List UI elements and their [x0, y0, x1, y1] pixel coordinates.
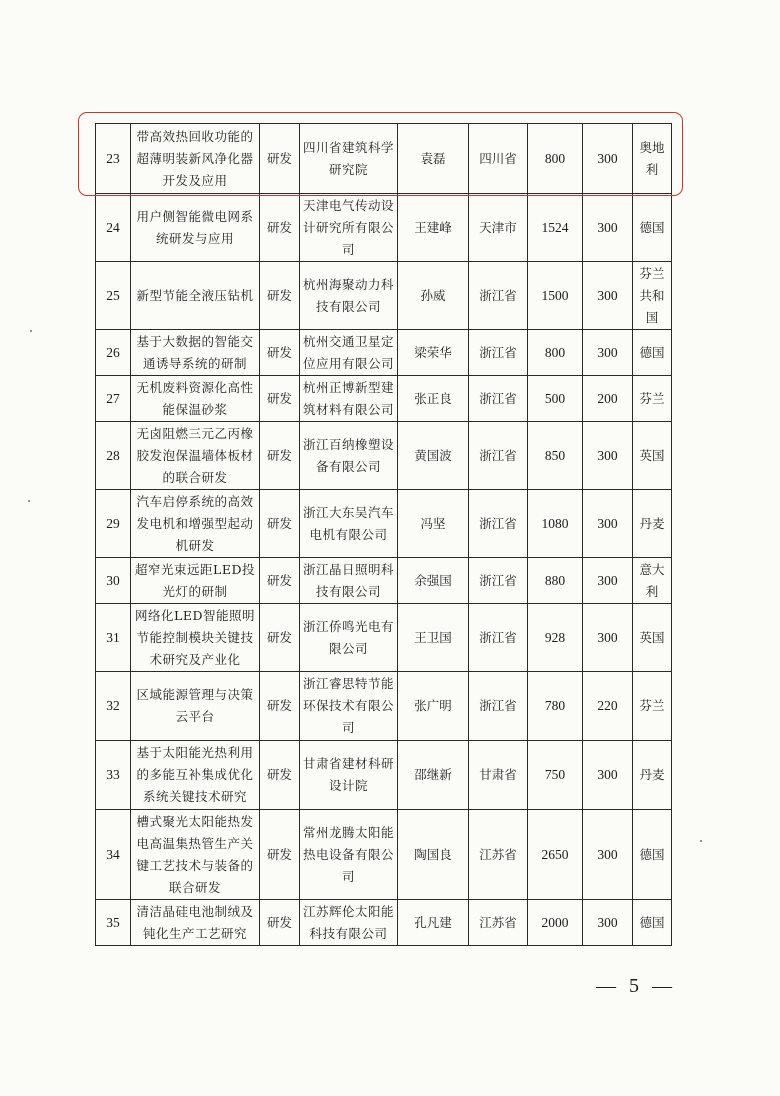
- cell-project-name: 带高效热回收功能的超薄明装新风净化器开发及应用: [131, 124, 260, 194]
- cell-institution: 四川省建筑科学研究院: [300, 124, 398, 194]
- cell-institution: 浙江睿思特节能环保技术有限公司: [300, 672, 398, 741]
- cell-institution: 甘肃省建材科研设计院: [300, 741, 398, 810]
- cell-partner-country: 英国: [633, 604, 672, 672]
- cell-partner-country: 德国: [633, 330, 672, 376]
- cell-no: 24: [96, 194, 131, 262]
- cell-project-name: 新型节能全液压钻机: [131, 262, 260, 330]
- table-row: [96, 490, 672, 558]
- cell-leader: 梁荣华: [398, 330, 469, 376]
- cell-subsidy: 300: [583, 558, 633, 604]
- cell-subsidy: 300: [583, 490, 633, 558]
- cell-type: 研发: [260, 376, 300, 422]
- cell-total-budget: 1080: [528, 490, 583, 558]
- cell-no: 33: [96, 741, 131, 810]
- cell-subsidy: 200: [583, 376, 633, 422]
- cell-no: 30: [96, 558, 131, 604]
- scan-speck: [28, 500, 30, 502]
- cell-partner-country: 丹麦: [633, 741, 672, 810]
- cell-partner-country: 德国: [633, 810, 672, 900]
- cell-partner-country: 英国: [633, 422, 672, 490]
- cell-region: 四川省: [469, 124, 528, 194]
- cell-type: 研发: [260, 422, 300, 490]
- cell-no: 34: [96, 810, 131, 900]
- cell-region: 天津市: [469, 194, 528, 262]
- cell-subsidy: 300: [583, 604, 633, 672]
- cell-total-budget: 1500: [528, 262, 583, 330]
- cell-type: 研发: [260, 741, 300, 810]
- cell-total-budget: 800: [528, 330, 583, 376]
- cell-subsidy: 300: [583, 262, 633, 330]
- cell-total-budget: 780: [528, 672, 583, 741]
- cell-subsidy: 300: [583, 124, 633, 194]
- table-row: [96, 900, 672, 946]
- cell-region: 浙江省: [469, 262, 528, 330]
- table-row: [96, 422, 672, 490]
- cell-institution: 天津电气传动设计研究所有限公司: [300, 194, 398, 262]
- cell-leader: 冯坚: [398, 490, 469, 558]
- cell-subsidy: 300: [583, 330, 633, 376]
- cell-project-name: 用户侧智能微电网系统研发与应用: [131, 194, 260, 262]
- cell-institution: 浙江百纳橡塑设备有限公司: [300, 422, 398, 490]
- cell-project-name: 汽车启停系统的高效发电机和增强型起动机研发: [131, 490, 260, 558]
- cell-type: 研发: [260, 330, 300, 376]
- scan-speck: [30, 330, 32, 332]
- cell-region: 浙江省: [469, 672, 528, 741]
- cell-project-name: 基于太阳能光热利用的多能互补集成优化系统关键技术研究: [131, 741, 260, 810]
- cell-subsidy: 300: [583, 810, 633, 900]
- cell-leader: 邵继新: [398, 741, 469, 810]
- cell-institution: 浙江晶日照明科技有限公司: [300, 558, 398, 604]
- cell-institution: 常州龙腾太阳能热电设备有限公司: [300, 810, 398, 900]
- cell-total-budget: 800: [528, 124, 583, 194]
- project-table: [95, 123, 672, 946]
- cell-institution: 杭州交通卫星定位应用有限公司: [300, 330, 398, 376]
- cell-partner-country: 丹麦: [633, 490, 672, 558]
- cell-total-budget: 750: [528, 741, 583, 810]
- cell-total-budget: 2650: [528, 810, 583, 900]
- cell-region: 浙江省: [469, 558, 528, 604]
- cell-type: 研发: [260, 262, 300, 330]
- cell-subsidy: 300: [583, 422, 633, 490]
- cell-type: 研发: [260, 604, 300, 672]
- cell-type: 研发: [260, 194, 300, 262]
- cell-subsidy: 300: [583, 194, 633, 262]
- cell-total-budget: 500: [528, 376, 583, 422]
- cell-region: 江苏省: [469, 900, 528, 946]
- cell-subsidy: 300: [583, 900, 633, 946]
- cell-partner-country: 芬兰: [633, 376, 672, 422]
- cell-no: 32: [96, 672, 131, 741]
- cell-leader: 黄国波: [398, 422, 469, 490]
- cell-leader: 袁磊: [398, 124, 469, 194]
- cell-project-name: 网络化LED智能照明节能控制模块关键技术研究及产业化: [131, 604, 260, 672]
- cell-no: 28: [96, 422, 131, 490]
- cell-leader: 孔凡建: [398, 900, 469, 946]
- cell-region: 浙江省: [469, 490, 528, 558]
- cell-region: 甘肃省: [469, 741, 528, 810]
- cell-no: 35: [96, 900, 131, 946]
- cell-type: 研发: [260, 810, 300, 900]
- cell-leader: 余强国: [398, 558, 469, 604]
- cell-project-name: 无机废料资源化高性能保温砂浆: [131, 376, 260, 422]
- cell-project-name: 基于大数据的智能交通诱导系统的研制: [131, 330, 260, 376]
- cell-partner-country: 德国: [633, 900, 672, 946]
- cell-no: 25: [96, 262, 131, 330]
- cell-total-budget: 880: [528, 558, 583, 604]
- cell-partner-country: 德国: [633, 194, 672, 262]
- cell-region: 浙江省: [469, 422, 528, 490]
- cell-no: 23: [96, 124, 131, 194]
- cell-project-name: 槽式聚光太阳能热发电高温集热管生产关键工艺技术与装备的联合研发: [131, 810, 260, 900]
- cell-subsidy: 300: [583, 741, 633, 810]
- cell-no: 27: [96, 376, 131, 422]
- cell-region: 江苏省: [469, 810, 528, 900]
- cell-type: 研发: [260, 558, 300, 604]
- cell-project-name: 无卤阻燃三元乙丙橡胶发泡保温墙体板材的联合研发: [131, 422, 260, 490]
- cell-partner-country: 芬兰共和国: [633, 262, 672, 330]
- cell-type: 研发: [260, 124, 300, 194]
- page-number: — 5 —: [596, 975, 676, 997]
- cell-leader: 王建峰: [398, 194, 469, 262]
- cell-no: 31: [96, 604, 131, 672]
- cell-total-budget: 850: [528, 422, 583, 490]
- table-row: [96, 262, 672, 330]
- cell-leader: 张正良: [398, 376, 469, 422]
- cell-leader: 孙威: [398, 262, 469, 330]
- cell-institution: 杭州海聚动力科技有限公司: [300, 262, 398, 330]
- table-row: [96, 810, 672, 900]
- cell-institution: 浙江侨鸣光电有限公司: [300, 604, 398, 672]
- table-row: [96, 376, 672, 422]
- cell-no: 29: [96, 490, 131, 558]
- table-row: [96, 604, 672, 672]
- cell-subsidy: 220: [583, 672, 633, 741]
- scan-speck: [700, 840, 702, 842]
- cell-leader: 王卫国: [398, 604, 469, 672]
- table-row: [96, 124, 672, 194]
- cell-type: 研发: [260, 672, 300, 741]
- cell-project-name: 清洁晶硅电池制绒及钝化生产工艺研究: [131, 900, 260, 946]
- cell-total-budget: 928: [528, 604, 583, 672]
- cell-partner-country: 意大利: [633, 558, 672, 604]
- cell-institution: 杭州正博新型建筑材料有限公司: [300, 376, 398, 422]
- cell-institution: 江苏辉伦太阳能科技有限公司: [300, 900, 398, 946]
- cell-partner-country: 奥地利: [633, 124, 672, 194]
- cell-region: 浙江省: [469, 376, 528, 422]
- cell-type: 研发: [260, 900, 300, 946]
- cell-project-name: 区域能源管理与决策云平台: [131, 672, 260, 741]
- cell-no: 26: [96, 330, 131, 376]
- table-row: [96, 194, 672, 262]
- cell-total-budget: 1524: [528, 194, 583, 262]
- cell-leader: 张广明: [398, 672, 469, 741]
- cell-project-name: 超窄光束远距LED投光灯的研制: [131, 558, 260, 604]
- table-row: [96, 330, 672, 376]
- table-row: [96, 672, 672, 741]
- cell-institution: 浙江大东吴汽车电机有限公司: [300, 490, 398, 558]
- table-row: [96, 741, 672, 810]
- cell-leader: 陶国良: [398, 810, 469, 900]
- cell-region: 浙江省: [469, 330, 528, 376]
- cell-type: 研发: [260, 490, 300, 558]
- cell-region: 浙江省: [469, 604, 528, 672]
- cell-total-budget: 2000: [528, 900, 583, 946]
- table-row: [96, 558, 672, 604]
- table-body: [96, 124, 672, 946]
- cell-partner-country: 芬兰: [633, 672, 672, 741]
